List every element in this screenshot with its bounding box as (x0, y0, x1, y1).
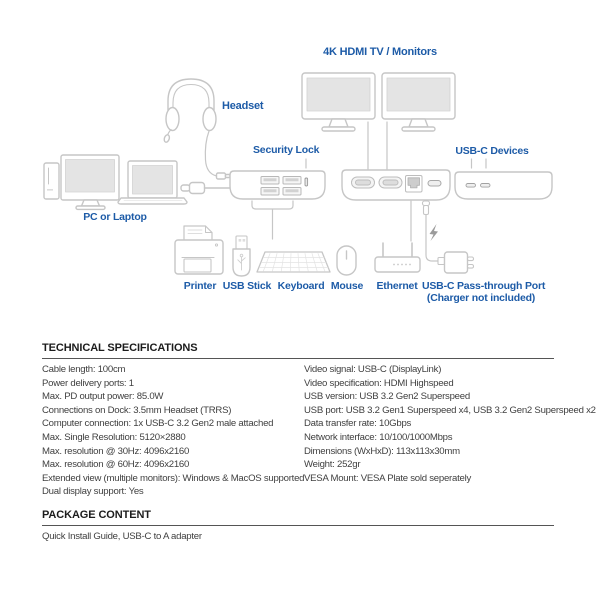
passthrough-label-line1: USB-C Pass-through Port (422, 280, 546, 292)
keyboard-label: Keyboard (277, 280, 325, 292)
mouse-label: Mouse (330, 280, 364, 292)
spec-line: Video specification: HDMI Highspeed (304, 377, 454, 389)
usbc-devices-box-icon (455, 172, 552, 199)
spec-line: Cable length: 100cm (42, 364, 126, 375)
usbc-devices-label: USB-C Devices (455, 145, 529, 157)
router-icon (375, 243, 420, 272)
tech-specs-heading: TECHNICAL SPECIFICATIONS (42, 342, 554, 359)
usb-stick-icon (233, 236, 250, 276)
usb-c-port-icon (428, 181, 441, 187)
monitor-4k-icon (302, 73, 455, 131)
spec-line: VESA Mount: VESA Plate sold seperately (304, 472, 472, 484)
printer-label: Printer (183, 280, 217, 292)
spec-line: USB version: USB 3.2 Gen2 Superspeed (304, 391, 470, 403)
package-content-line: Quick Install Guide, USB-C to A adapter (42, 531, 202, 542)
keyboard-icon (257, 252, 330, 272)
dock-video-side (342, 170, 450, 200)
package-content-section (42, 509, 554, 544)
spec-line: Dual display support: Yes (42, 486, 144, 498)
tech-specs-left-column (42, 359, 304, 499)
spec-line: Weight: 252gr (304, 459, 361, 471)
spec-line: Network interface: 10/100/1000Mbps (304, 431, 453, 443)
laptop-icon (118, 161, 187, 204)
spec-line: Connections on Dock: 3.5mm Headset (TRRS) (42, 404, 232, 416)
usb-stick-label: USB Stick (222, 280, 272, 292)
spec-line: Dimensions (WxHxD): 113x113x30mm (304, 445, 460, 457)
pc-monitor-icon (61, 155, 119, 209)
spec-line: USB port: USB 3.2 Gen1 Superspeed x4, USB 3.2 Gen2 Superspeed x2 (304, 404, 596, 416)
headset-label: Headset (222, 100, 264, 112)
lightning-bolt-icon (430, 224, 439, 241)
spec-line: Max. resolution @ 60Hz: 4096x2160 (42, 459, 190, 471)
ethernet-label: Ethernet (376, 280, 418, 292)
usb-c-plug-icon (181, 183, 230, 194)
mouse-icon (337, 246, 356, 275)
pc-or-laptop-label: PC or Laptop (83, 211, 147, 223)
pc-tower-icon (44, 163, 59, 199)
spec-line: Max. Single Resolution: 5120×2880 (42, 431, 186, 443)
spec-line: Max. PD output power: 85.0W (42, 391, 164, 403)
spec-line: Computer connection: 1x USB-C 3.2 Gen2 male attached (42, 418, 274, 430)
printer-icon (175, 226, 223, 274)
security-lock-slot (305, 178, 308, 186)
ethernet-port-icon (406, 176, 423, 193)
spec-line: Power delivery ports: 1 (42, 377, 134, 389)
spec-line: Extended view (multiple monitors): Windows & MacOS supported (42, 472, 305, 484)
security-lock-label: Security Lock (253, 144, 320, 156)
passthrough-label (422, 280, 546, 304)
tech-specs-right-column (304, 359, 596, 485)
passthrough-label-line2: (Charger not included) (426, 292, 536, 304)
technical-specifications-section (42, 342, 596, 499)
package-content-heading: PACKAGE CONTENT (42, 509, 554, 526)
charger-icon (423, 201, 474, 273)
dock-usb-side (230, 171, 325, 199)
spec-line: Video signal: USB-C (DisplayLink) (304, 364, 442, 375)
monitors-label: 4K HDMI TV / Monitors (323, 46, 437, 58)
spec-line: Data transfer rate: 10Gbps (304, 418, 412, 430)
spec-line: Max. resolution @ 30Hz: 4096x2160 (42, 445, 190, 457)
